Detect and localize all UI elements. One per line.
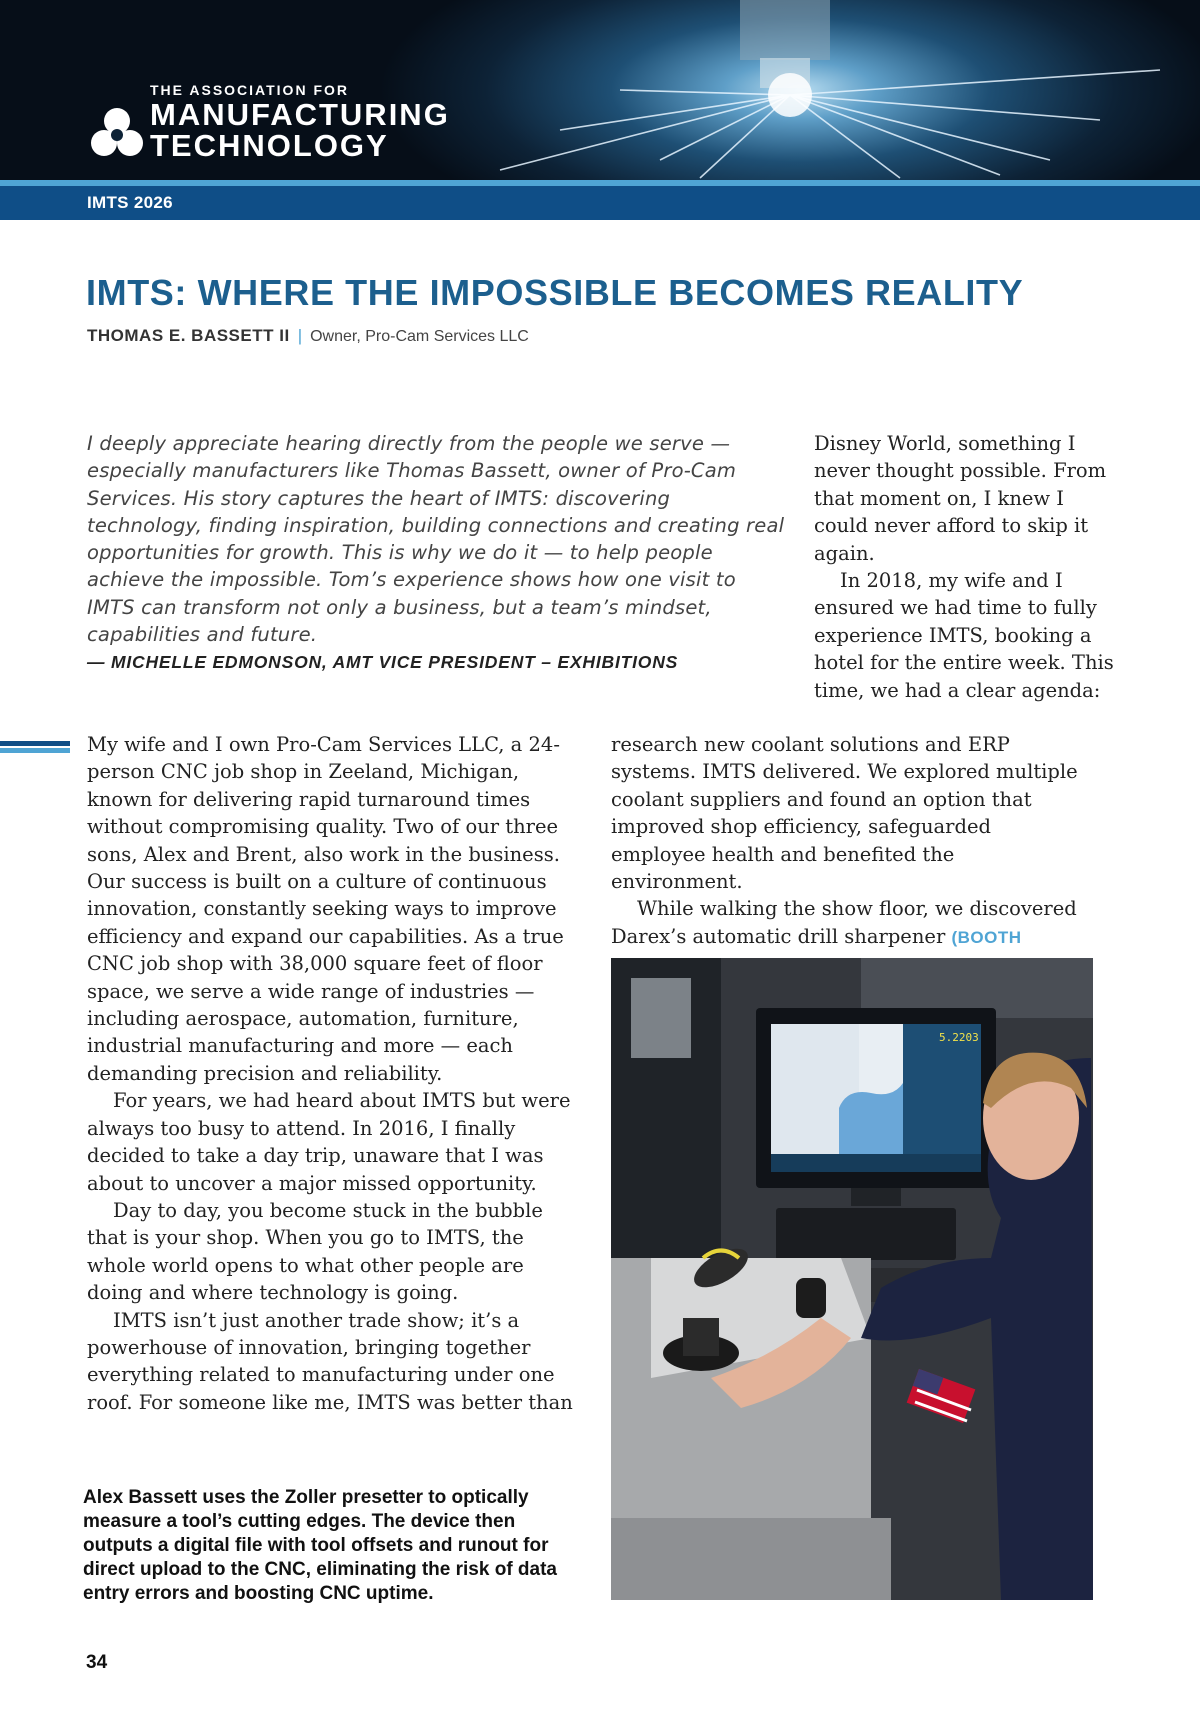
photo-zoller-presetter: [611, 958, 1093, 1600]
article-title: IMTS: WHERE THE IMPOSSIBLE BECOMES REALITY: [86, 272, 1024, 313]
section-marker: [0, 741, 70, 753]
paragraph: For years, we had heard about IMTS but were always too busy to attend. In 2016, I finally decided to take a day trip, unaware that I was about to uncover a major missed opportunity.: [87, 1089, 571, 1195]
paragraph: Disney World, something I never thought possible. From that moment on, I knew I could never afford to skip it again.: [814, 432, 1107, 565]
author-name: THOMAS E. BASSETT II: [87, 326, 290, 345]
paragraph: IMTS isn’t just another trade show; it’s a powerhouse of innovation, bringing together everything related to manufacturing under one roof. For someone like me, IMTS was better than: [87, 1308, 573, 1414]
photo-illustration: [611, 958, 1093, 1600]
booth-reference: (BOOTH: [951, 927, 1022, 947]
logo-line-1: MANUFACTURING: [150, 97, 450, 132]
screen-reading: 5.2203: [939, 1031, 979, 1044]
logo-pretext: THE ASSOCIATION FOR: [150, 82, 349, 98]
byline-separator: |: [297, 326, 303, 345]
paragraph: research new coolant solutions and ERP systems. IMTS delivered. We explored multiple coolant suppliers and found an option that improved shop efficiency, safeguarded employee health and benefited the environment.: [611, 733, 1078, 894]
pullquote-text: I deeply appreciate hearing directly from the people we serve — especially manufacturers like Thomas Bassett, owner of Pro-Cam Services. His story captures the heart of IMTS: discovering technology, finding inspiration, building connections and creating real opportunities for growth. This is why we do it — to help people achieve the impossible. Tom’s experience shows how one visit to IMTS can transform not only a business, but a team’s mindset, capabilities and future.: [87, 432, 785, 647]
photo-caption: Alex Bassett uses the Zoller presetter to optically measure a tool’s cutting edges. The device then outputs a digital file with tool offsets and runout for direct upload to the CNC, eliminating the risk of data entry errors and boosting CNC uptime.: [83, 1487, 557, 1604]
right-column-middle: [611, 731, 1091, 951]
paragraph: My wife and I own Pro-Cam Services LLC, a 24-person CNC job shop in Zeeland, Michigan, known for delivering rapid turnaround times without compromising quality. Two of our three sons, Alex and Brent, also work in the business. Our success is built on a culture of continuous innovation, constantly seeking ways to improve efficiency and expand our capabilities. As a true CNC job shop with 38,000 square feet of floor space, we serve a wide range of industries — including aerospace, automation, furniture, industrial manufacturing and more — each demanding precision and reliability.: [87, 733, 564, 1085]
author-role: Owner, Pro-Cam Services LLC: [310, 328, 529, 345]
section-label: IMTS 2026: [87, 193, 173, 212]
right-column-top: [814, 430, 1114, 704]
amt-logo-icon: [88, 104, 146, 162]
byline: [87, 326, 529, 346]
logo-line-2: TECHNOLOGY: [150, 128, 389, 163]
pullquote-attribution: — MICHELLE EDMONSON, AMT VICE PRESIDENT – EXHIBITIONS: [87, 652, 679, 672]
section-bar: [0, 186, 1200, 220]
paragraph: In 2018, my wife and I ensured we had time to fully experience IMTS, booking a hotel for the entire week. This time, we had a clear agenda:: [814, 569, 1114, 702]
paragraph: [611, 895, 1091, 951]
paragraph: Day to day, you become stuck in the bubble that is your shop. When you go to IMTS, the whole world opens to what other people are doing and where technology is going.: [87, 1198, 543, 1305]
page-number: 34: [86, 1652, 108, 1673]
left-column: [87, 731, 582, 1416]
paragraph-text: While walking the show floor, we discovered Darex’s automatic drill sharpener: [611, 897, 1077, 948]
